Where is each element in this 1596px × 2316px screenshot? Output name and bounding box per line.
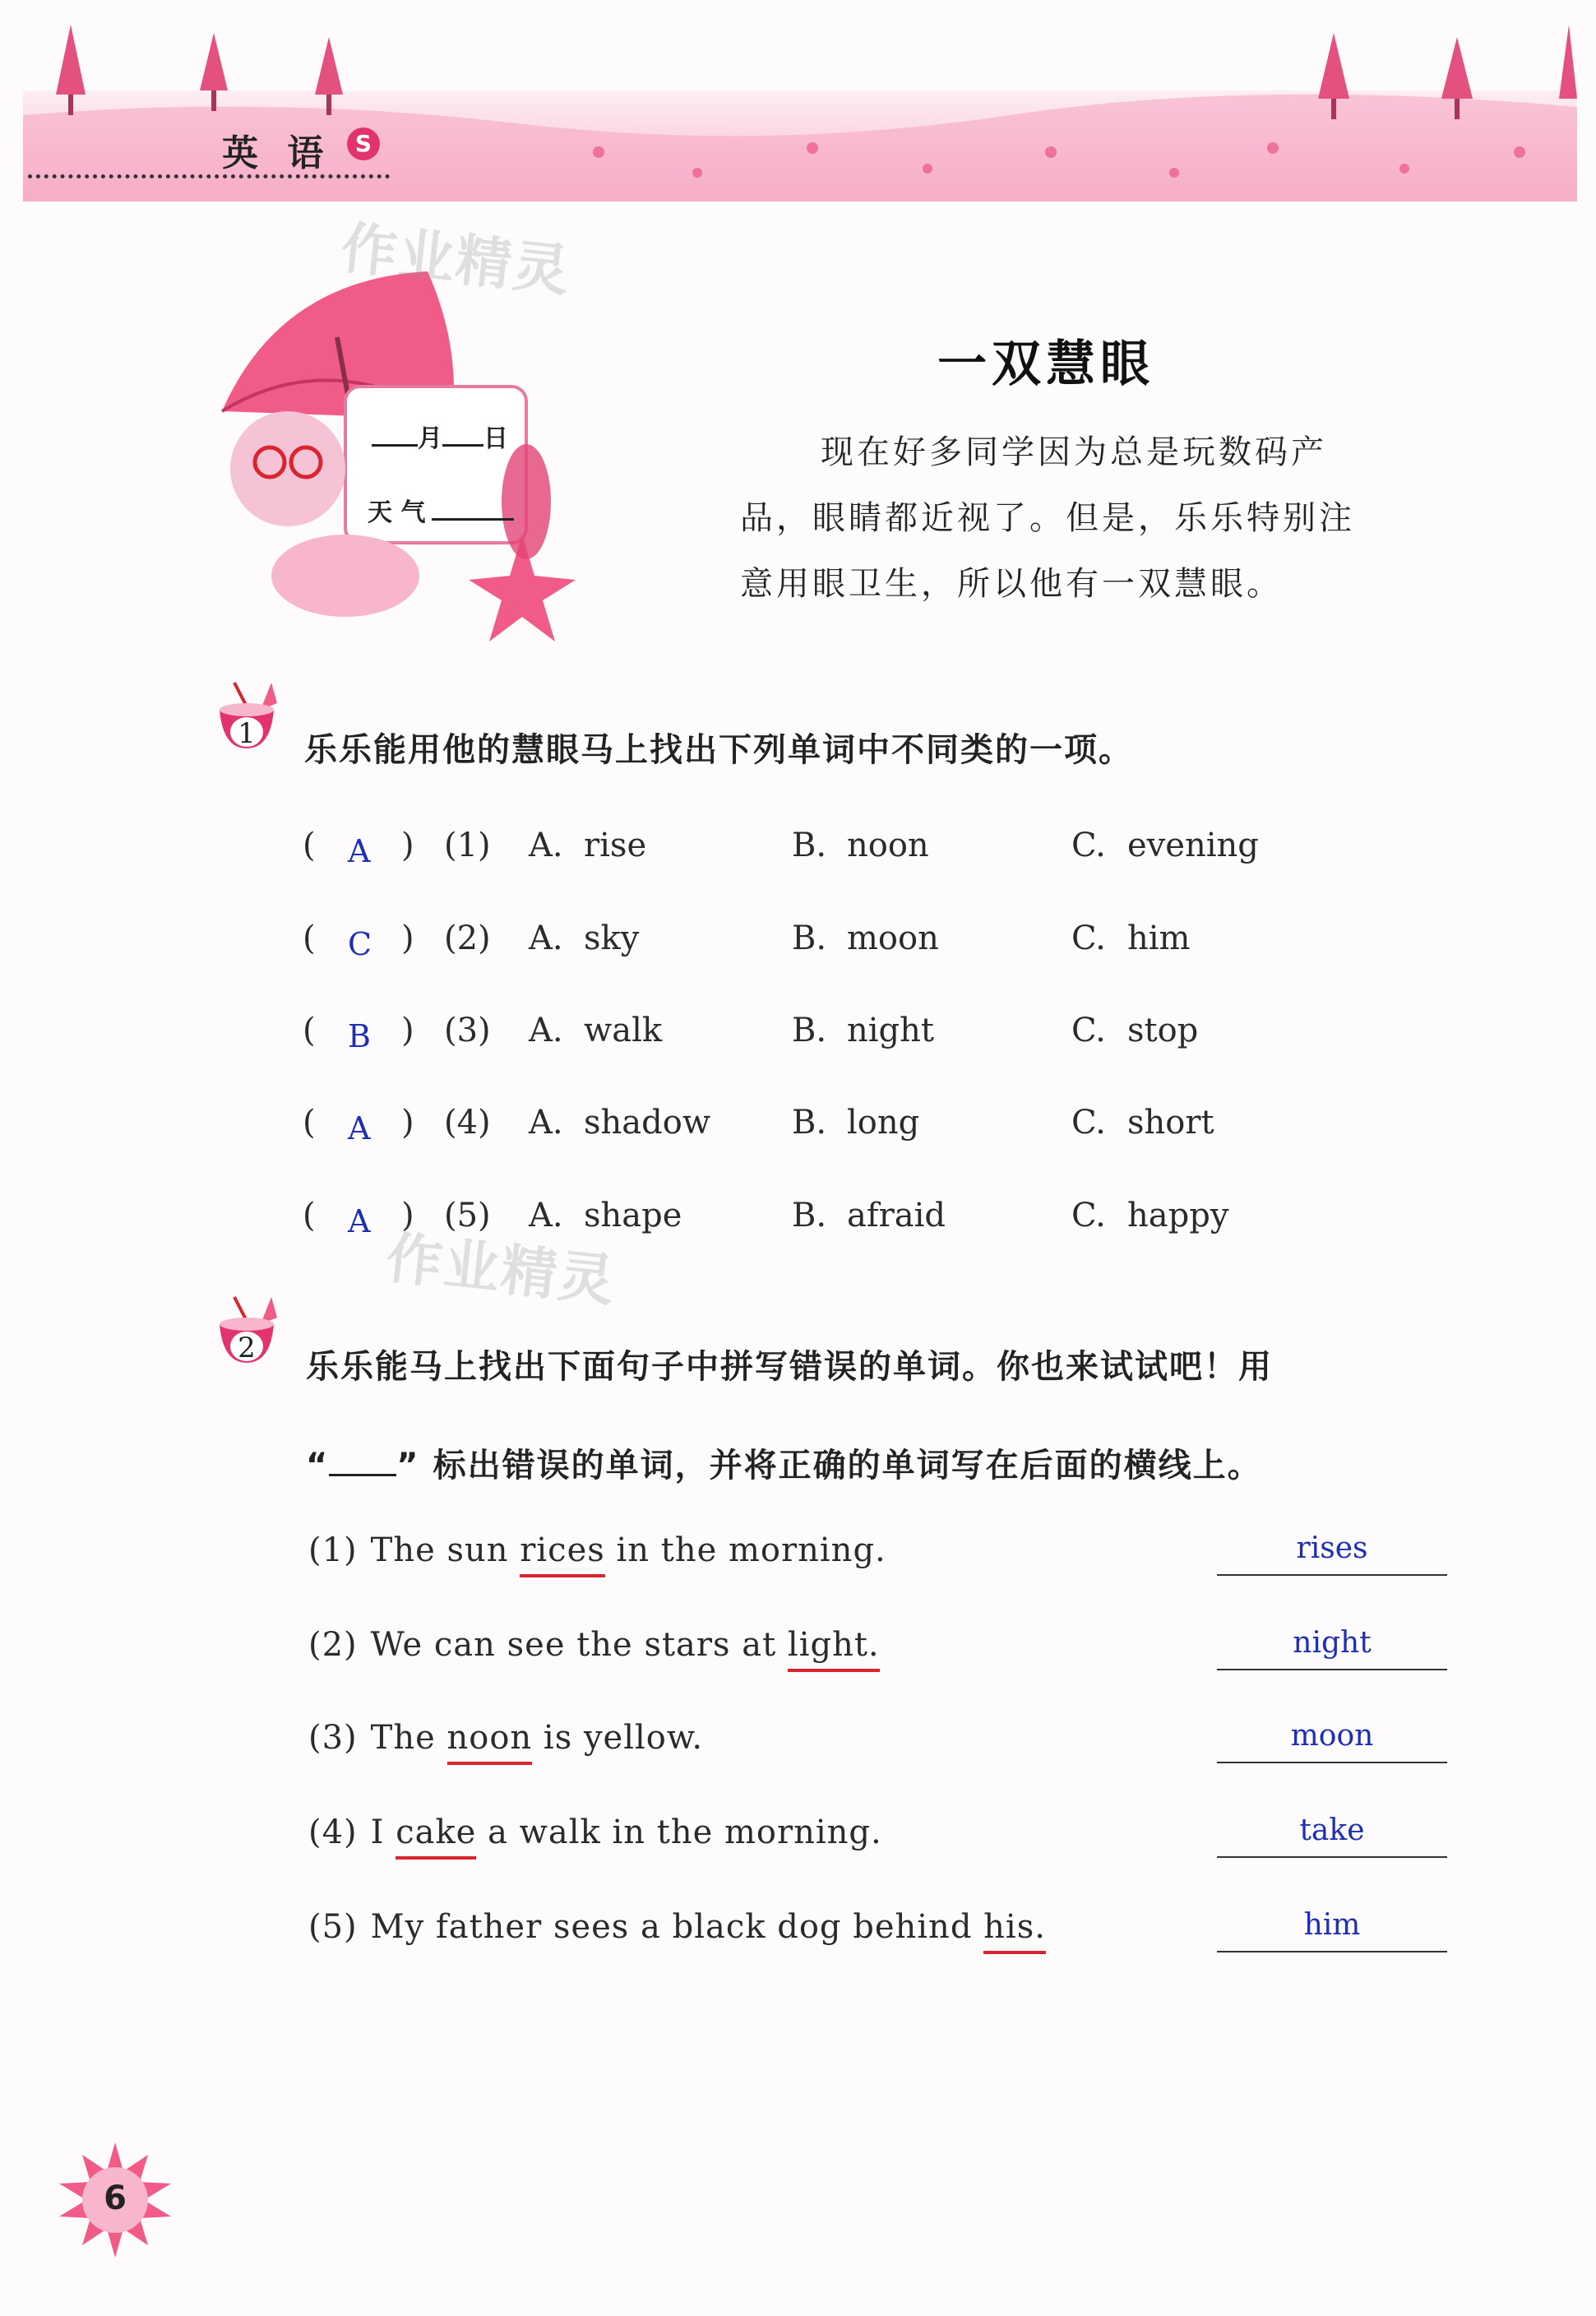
option-b-label: B. <box>792 827 827 864</box>
sentence <box>308 1719 703 1757</box>
option-b: noon <box>847 827 929 864</box>
option-b: afraid <box>847 1197 946 1234</box>
page-number: 6 <box>104 2179 127 2217</box>
paren-open: ( <box>303 1012 316 1049</box>
section-2-instruction-line2 <box>306 1439 1262 1486</box>
edition-badge: S <box>347 127 380 160</box>
choice-row <box>303 1197 1454 1246</box>
month-blank <box>372 444 418 447</box>
day-label: 日 <box>483 424 508 453</box>
option-c: him <box>1127 919 1191 957</box>
answer-line <box>1217 1574 1447 1576</box>
sentence-before: We can see the stars at <box>370 1626 788 1664</box>
item-number: (1) <box>444 827 491 864</box>
section-1-number: 1 <box>238 717 256 750</box>
sentence-before: I <box>370 1813 396 1851</box>
date-field <box>372 418 508 454</box>
option-b-label: B. <box>792 919 827 957</box>
wrong-word: light. <box>788 1626 880 1672</box>
answer: C <box>348 926 372 962</box>
paren-open: ( <box>303 919 316 957</box>
section-1-cup-icon <box>210 679 284 753</box>
paren-open: ( <box>303 1104 316 1142</box>
instruction-rest: 标出错误的单词，并将正确的单词写在后面的横线上。 <box>433 1447 1262 1485</box>
spelling-row <box>308 1719 1460 1785</box>
sentence-after: a walk in the morning. <box>476 1813 882 1851</box>
watermark-top: 作业精灵 <box>338 215 574 305</box>
answer-line <box>1217 1856 1447 1858</box>
weather-field <box>368 492 514 528</box>
subject-title: 英 语 <box>222 132 332 174</box>
wrong-word: cake <box>396 1813 476 1860</box>
item-number: (5) <box>444 1197 491 1234</box>
option-c-label: C. <box>1071 919 1106 957</box>
watermark-middle: 作业精灵 <box>383 1225 619 1315</box>
wrong-word: noon <box>447 1719 533 1765</box>
option-a-label: A. <box>529 827 563 864</box>
option-b-label: B. <box>792 1104 827 1142</box>
sentence-before: My father sees a black dog behind <box>370 1908 984 1946</box>
spelling-row <box>308 1813 1460 1879</box>
section-2-instruction-line1: 乐乐能马上找出下面句子中拼写错误的单词。你也来试试吧！用 <box>306 1348 1273 1386</box>
item-number: (3) <box>308 1719 358 1757</box>
spelling-row <box>308 1626 1460 1692</box>
sentence-before: The sun <box>370 1531 520 1569</box>
answer-line <box>1217 1762 1447 1763</box>
spelling-row <box>308 1908 1460 1974</box>
sentence-before: The <box>370 1719 447 1757</box>
option-a: shape <box>584 1197 682 1234</box>
answer: A <box>348 1203 371 1239</box>
quote-open: “ <box>306 1447 330 1485</box>
weather-label: 天 气 <box>368 498 426 527</box>
option-c: stop <box>1127 1012 1199 1049</box>
option-c-label: C. <box>1071 1197 1106 1234</box>
answer: A <box>348 833 371 869</box>
option-b-label: B. <box>792 1197 827 1234</box>
wrong-word: rices <box>520 1531 605 1577</box>
paren-close: ) <box>401 1104 414 1142</box>
option-c: evening <box>1127 827 1259 864</box>
option-a-label: A. <box>529 1104 563 1142</box>
paren-close: ) <box>401 919 414 957</box>
header-dotted-divider <box>28 174 390 178</box>
option-c: short <box>1127 1104 1214 1142</box>
answer-line <box>1217 1669 1447 1670</box>
correction-answer: take <box>1299 1813 1365 1847</box>
item-number: (2) <box>308 1626 358 1664</box>
answer: A <box>348 1110 371 1146</box>
story-paragraph: 现在好多同学因为总是玩数码产品，眼睛都近视了。但是，乐乐特别注意用眼卫生，所以他有一双慧眼。 <box>740 433 1355 603</box>
correction-answer: moon <box>1290 1719 1374 1753</box>
answer-line <box>1217 1951 1447 1952</box>
option-a: shadow <box>584 1104 711 1142</box>
section-2-number: 2 <box>238 1332 256 1364</box>
choice-row <box>303 1104 1454 1153</box>
item-number: (1) <box>308 1531 358 1569</box>
wrong-word: his. <box>983 1908 1046 1954</box>
option-a: rise <box>584 827 647 864</box>
correction-answer: night <box>1293 1626 1372 1660</box>
sentence-after: in the morning. <box>604 1531 886 1569</box>
correction-answer: him <box>1303 1908 1361 1942</box>
option-a-label: A. <box>529 919 563 957</box>
quote-close: ” <box>396 1447 420 1485</box>
weather-blank <box>432 518 514 521</box>
option-a-label: A. <box>529 1197 563 1234</box>
item-number: (2) <box>444 919 491 957</box>
item-number: (3) <box>444 1012 491 1049</box>
correction-answer: rises <box>1296 1531 1368 1565</box>
option-a-label: A. <box>529 1012 563 1049</box>
choice-row <box>303 919 1454 969</box>
choice-row <box>303 1012 1454 1061</box>
option-a: walk <box>584 1012 663 1049</box>
paren-open: ( <box>303 1197 316 1234</box>
item-number: (4) <box>444 1104 491 1142</box>
option-c: happy <box>1127 1197 1229 1234</box>
story-title: 一双慧眼 <box>937 336 1154 393</box>
option-b: long <box>847 1104 920 1142</box>
option-c-label: C. <box>1071 1104 1106 1142</box>
sentence <box>308 1813 882 1851</box>
month-label: 月 <box>418 424 442 453</box>
answer: B <box>348 1018 371 1054</box>
sentence <box>308 1531 886 1569</box>
option-c-label: C. <box>1071 1012 1106 1049</box>
option-b: moon <box>847 919 939 957</box>
option-b-label: B. <box>792 1012 827 1049</box>
paren-open: ( <box>303 827 316 864</box>
sentence <box>308 1908 1046 1946</box>
option-b: night <box>847 1012 934 1049</box>
option-c-label: C. <box>1071 827 1106 864</box>
choice-row <box>303 827 1454 876</box>
paren-close: ) <box>401 1012 414 1049</box>
section-1-instruction: 乐乐能用他的慧眼马上找出下列单词中不同类的一项。 <box>304 731 1133 769</box>
item-number: (5) <box>308 1908 358 1946</box>
item-number: (4) <box>308 1813 358 1851</box>
paren-close: ) <box>401 827 414 864</box>
spelling-row <box>308 1531 1460 1597</box>
option-a: sky <box>584 919 640 957</box>
underline-sample <box>329 1474 396 1476</box>
paren-close: ) <box>401 1197 414 1234</box>
sentence <box>308 1626 880 1664</box>
sentence-after: is yellow. <box>532 1719 704 1757</box>
section-2-cup-icon <box>210 1293 284 1367</box>
day-blank <box>442 444 483 447</box>
